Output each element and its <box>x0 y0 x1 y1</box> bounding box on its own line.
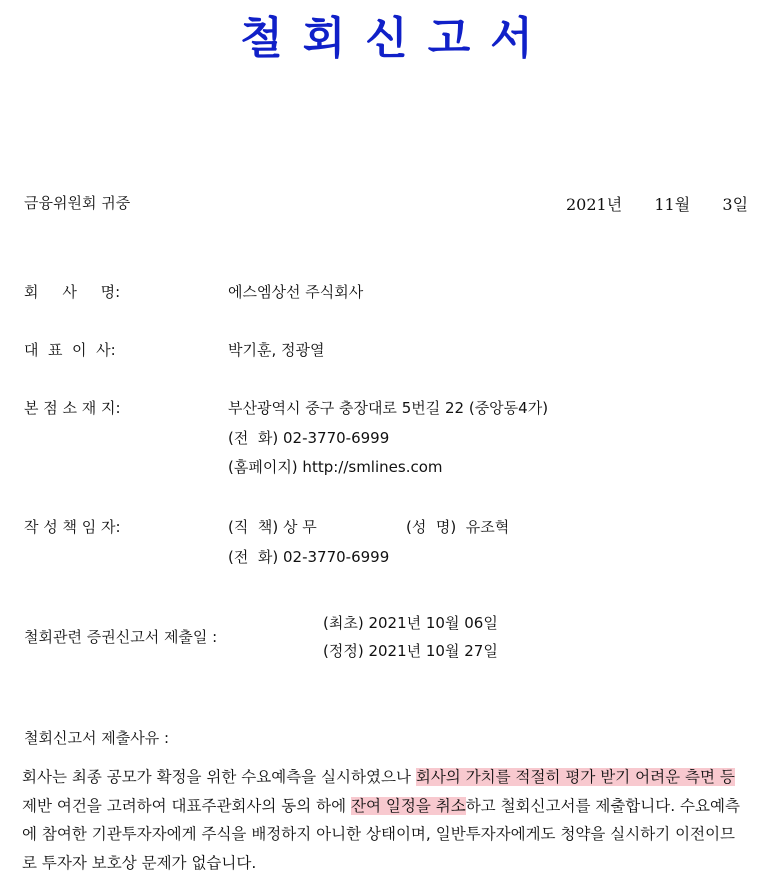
hq-phone: (전 화) 02-3770-6999 <box>228 429 390 447</box>
hq-homepage: (홈페이지) http://smlines.com <box>228 458 443 476</box>
filing-date <box>566 192 748 215</box>
reason-part-2: 제반 여건을 고려하여 대표주관회사의 동의 하에 <box>22 796 352 815</box>
reason-label: 철회신고서 제출사유 : <box>24 729 170 747</box>
ceo-label: 대 표 이 사: <box>24 341 116 359</box>
ceo-value: 박기훈, 정광열 <box>228 341 325 359</box>
date-day: 3일 <box>722 195 749 214</box>
hq-address: 부산광역시 중구 충장대로 5번길 22 (중앙동4가) <box>228 399 549 417</box>
company-label: 회 사 명: <box>24 283 121 301</box>
date-month: 11월 <box>654 195 691 214</box>
filing-initial-date: (최초) 2021년 10월 06일 <box>323 614 498 632</box>
officer-name: (성 명) 유조혁 <box>406 518 510 536</box>
reason-part-3: 하고 철회신고서를 제출합니다. 수요예측에 참여한 기관투자자에게 주식을 배정하지 아니한 상태이며, 일반투자자에게도 청약을 실시하기 이전이므로 투자자 보호상 문제가 없습니다. <box>22 796 740 872</box>
date-year: 2021년 <box>566 195 623 214</box>
hq-label: 본 점 소 재 지: <box>24 399 121 417</box>
reason-part-1: 회사는 최종 공모가 확정을 위한 수요예측을 실시하였으나 <box>22 768 416 786</box>
officer-phone: (전 화) 02-3770-6999 <box>228 548 390 566</box>
officer-position: (직 책) 상 무 <box>228 518 317 536</box>
filing-amended-date: (정정) 2021년 10월 27일 <box>323 642 498 660</box>
document-title: 철회신고서 <box>240 13 553 64</box>
filing-date-label: 철회관련 증권신고서 제출일 : <box>24 628 218 646</box>
reason-highlight-1: 회사의 가치를 적절히 평가 받기 어려운 측면 등 <box>415 768 735 786</box>
reason-highlight-2: 잔여 일정을 취소 <box>351 796 466 815</box>
recipient: 금융위원회 귀중 <box>24 194 131 212</box>
company-value: 에스엠상선 주식회사 <box>228 283 364 301</box>
officer-label: 작 성 책 임 자: <box>24 518 121 536</box>
reason-text <box>22 763 742 877</box>
